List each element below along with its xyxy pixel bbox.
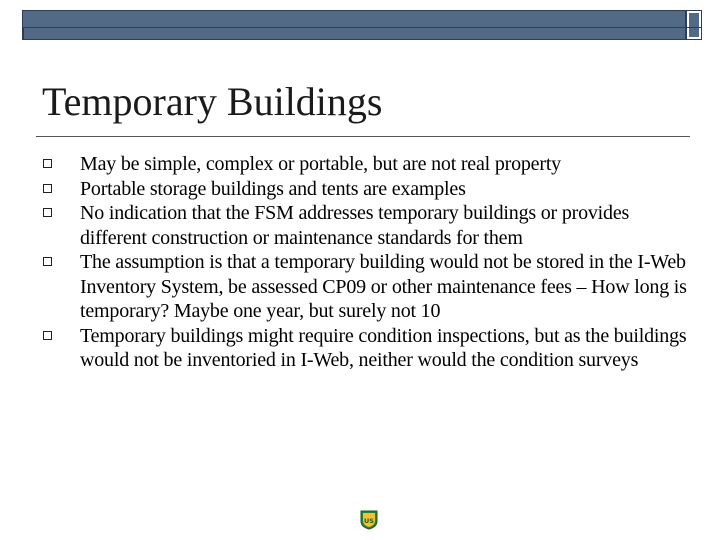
bullet-list: [42, 152, 690, 373]
logo-text: US: [364, 517, 374, 525]
hollow-square-bullet-icon: [43, 208, 52, 217]
header-corner-fill: [689, 13, 699, 37]
bullet-text: Portable storage buildings and tents are examples: [80, 177, 466, 200]
header-corner-divider: [687, 27, 701, 28]
hollow-square-bullet-icon: [43, 159, 52, 168]
header-bar-divider: [23, 27, 685, 28]
bullet-item: [42, 201, 690, 250]
header-bar-cell-divider: [23, 27, 24, 39]
hollow-square-bullet-icon: [43, 257, 52, 266]
hollow-square-bullet-icon: [43, 331, 52, 340]
slide-title: Temporary Buildings: [42, 79, 383, 124]
bullet-item: [42, 324, 690, 373]
header-corner-box: [686, 10, 702, 40]
title-underline: [36, 136, 690, 137]
bullet-item: [42, 177, 690, 202]
bullet-text: The assumption is that a temporary building would not be stored in the I-Web Inventory System, be assessed CP09 or other maintenance fees – How long is temporary? Maybe one year, but surely not 10: [80, 251, 687, 322]
bullet-text: Temporary buildings might require condition inspections, but as the buildings would not be inventoried in I-Web, neither would the condition surveys: [80, 324, 687, 371]
hollow-square-bullet-icon: [43, 184, 52, 193]
bullet-item: [42, 152, 690, 177]
header-decoration-bar: [22, 10, 686, 40]
bullet-text: No indication that the FSM addresses temporary buildings or provides different construction or maintenance standards for them: [80, 202, 630, 249]
forest-service-shield-icon: [360, 510, 378, 530]
bullet-text: May be simple, complex or portable, but are not real property: [80, 153, 561, 175]
bullet-item: [42, 250, 690, 324]
